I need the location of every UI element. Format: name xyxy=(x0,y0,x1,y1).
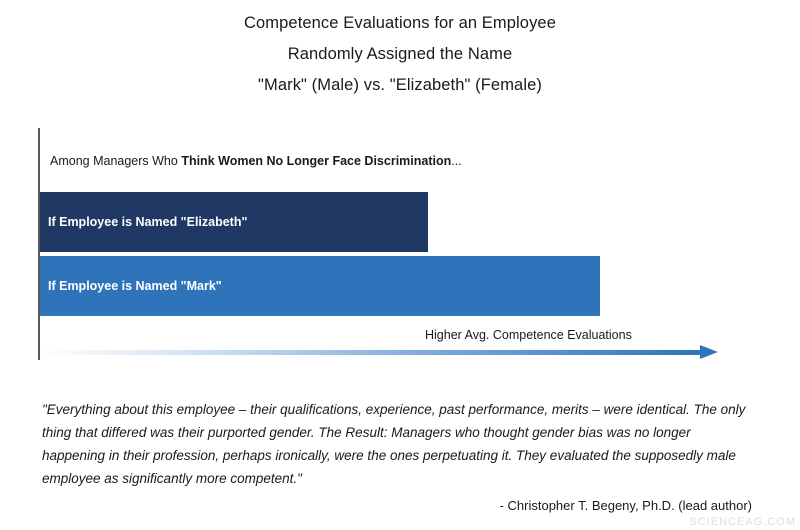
bar-label-elizabeth: If Employee is Named "Elizabeth" xyxy=(48,215,248,229)
chart-subtitle-emphasis: Think Women No Longer Face Discrimination xyxy=(181,154,452,168)
axis-caption: Higher Avg. Competence Evaluations xyxy=(425,328,632,342)
bar-chart xyxy=(0,128,800,373)
arrow-shaft xyxy=(40,350,702,355)
title-line-2: Randomly Assigned the Name xyxy=(287,45,513,63)
page-title xyxy=(0,0,800,101)
title-line-3: "Mark" (Male) vs. "Elizabeth" (Female) xyxy=(258,76,542,94)
bar-label-mark: If Employee is Named "Mark" xyxy=(48,279,222,293)
arrow-head-icon xyxy=(700,345,718,359)
title-line-1: Competence Evaluations for an Employee xyxy=(244,14,556,32)
chart-subtitle-prefix: Among Managers Who xyxy=(50,154,182,168)
bar-elizabeth xyxy=(40,192,428,252)
quote-attribution: - Christopher T. Begeny, Ph.D. (lead author) xyxy=(499,498,752,513)
chart-subtitle xyxy=(50,154,462,168)
bar-mark xyxy=(40,256,600,316)
watermark: SCIENCEAG.COM xyxy=(689,516,796,528)
gradient-arrow-icon xyxy=(40,343,720,363)
chart-subtitle-suffix: ... xyxy=(451,154,462,168)
quote-text: "Everything about this employee – their qualifications, experience, past performance, merits – were identical. The only thing that differed was their purported gender. The Result: Managers who thought gender bias was no longer happening in their profession, perhaps ironically, were the ones perpetuating it. They evaluated the supposedly male employee as significantly more competent." xyxy=(42,402,746,486)
